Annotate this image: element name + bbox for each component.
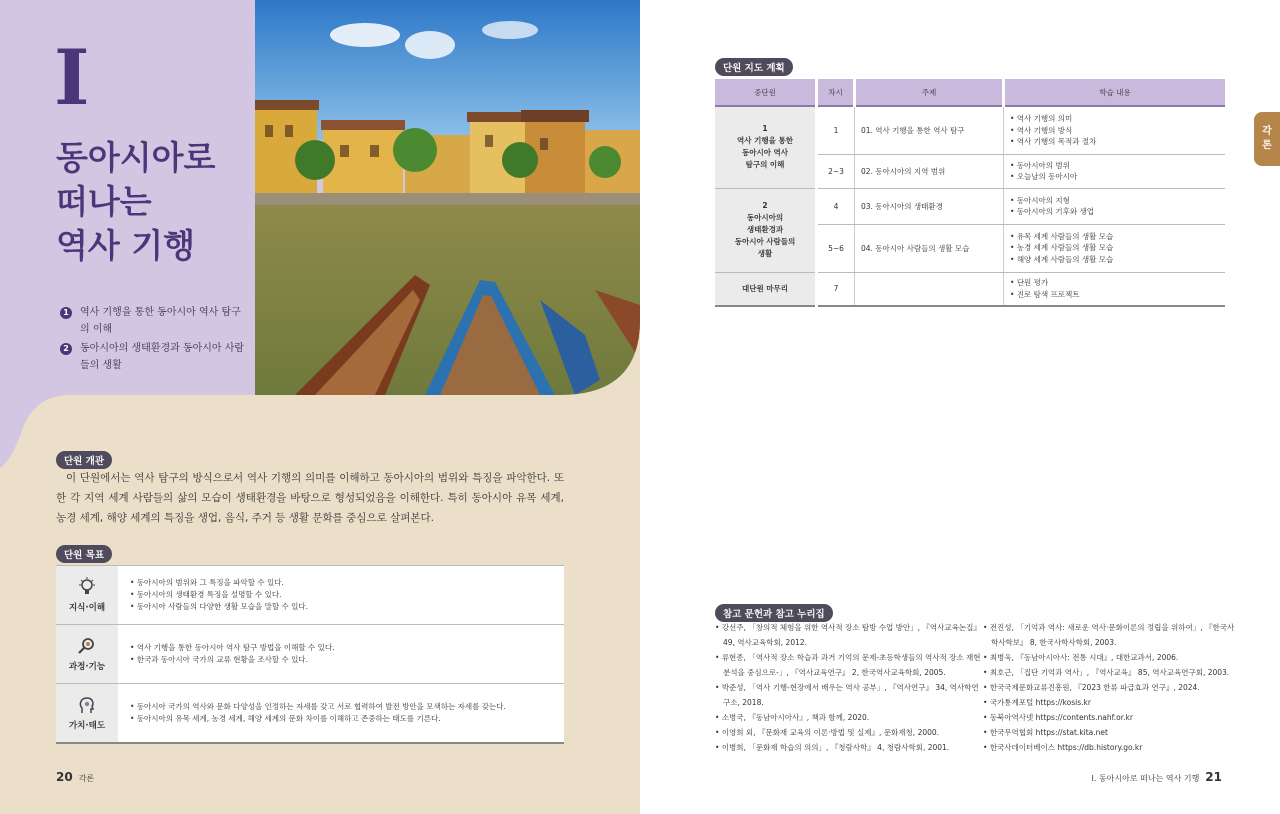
right-page (640, 0, 1280, 814)
objective-text: 동아시아의 생태환경과 동아시아 사람들의 생활 (80, 343, 245, 371)
goal-item: • 동아시아의 유목 세계, 농경 세계, 해양 세계의 문화 차이를 이해하고 존중하는 태도를 기른다. (130, 714, 441, 723)
goal-row (56, 624, 564, 683)
reference-item: • 박준성, 「역사 기행-현장에서 배우는 역사 공부」, 『역사연구』 34, 역사학연구소, 2018. (715, 683, 979, 707)
reference-link[interactable]: • 국가통계포털 https://kosis.kr (983, 698, 1091, 707)
head-icon (77, 695, 97, 715)
page-label: 각론 (78, 774, 95, 783)
period-cell: 4 (817, 188, 855, 224)
goal-category-label: 지식·이해 (68, 603, 106, 613)
goal-items (118, 684, 564, 742)
references-list (715, 620, 1235, 755)
plan-tag: 단원 지도 계획 (715, 58, 793, 76)
magnifier-icon (77, 636, 97, 656)
topic-cell (855, 272, 1004, 306)
footer-title: Ⅰ. 동아시아로 떠나는 역사 기행 (1091, 774, 1200, 783)
goal-item: • 동아시아 사람들의 다양한 생활 모습을 말할 수 있다. (130, 602, 309, 611)
lightbulb-icon (77, 577, 97, 597)
mid-unit-cell: 2 동아시아의 생태환경과 동아시아 사람들의 생활 (715, 188, 817, 272)
page-number-left: 20 각론 (56, 770, 95, 784)
period-cell: 1 (817, 106, 855, 154)
goal-category (56, 684, 118, 742)
column-header: 학습 내용 (1004, 79, 1226, 106)
reference-link[interactable]: • 한국무역협회 https://stat.kita.net (983, 728, 1108, 737)
reference-item: • 한국국제문화교류진흥원, 『2023 한류 파급효과 연구』, 2024. (983, 683, 1200, 692)
goal-item: • 동아시아의 생태환경 특징을 설명할 수 있다. (130, 590, 282, 599)
unit-title (56, 136, 215, 268)
goal-row (56, 565, 564, 624)
content-cell: • 유목 세계 사람들의 생활 모습 • 농경 세계 사람들의 생활 모습 • 해양 세계 사람들의 생활 모습 (1004, 224, 1226, 272)
goal-item: • 한국과 동아시아 국가의 교류 현황을 조사할 수 있다. (130, 655, 309, 664)
reference-item: • 이영희 외, 『문화재 교육의 이론·방법 및 실제』, 문화재청, 2000. (715, 728, 940, 737)
reference-item: • 소병국, 『동남아시아사』, 책과 함께, 2020. (715, 713, 870, 722)
content-cell: • 동아시아의 범위 • 오늘날의 동아시아 (1004, 154, 1226, 188)
reference-item: • 류현종, 「역사적 장소 학습과 과거 기억의 문제-초등학생들의 역사적 장소 재현 분석을 중심으로-」, 『역사교육연구』 2, 한국역사교육학회, 2005. (715, 653, 981, 677)
goal-items (118, 625, 564, 683)
goal-category-label: 가치·태도 (68, 721, 106, 731)
objective-item (60, 304, 250, 338)
unit-numeral: I (54, 33, 90, 122)
objective-text: 역사 기행을 통한 동아시아 역사 탐구의 이해 (80, 307, 241, 335)
mid-unit-cell: 1 역사 기행을 통한 동아시아 역사 탐구의 이해 (715, 106, 817, 188)
table-row (715, 106, 1225, 154)
page-number-right: Ⅰ. 동아시아로 떠나는 역사 기행 21 (1091, 770, 1222, 784)
topic-cell: 01. 역사 기행을 통한 역사 탐구 (855, 106, 1004, 154)
references-column (715, 620, 983, 755)
reference-link[interactable]: • 한국사데이터베이스 https://db.history.go.kr (983, 743, 1143, 752)
overview-text (56, 468, 564, 528)
unit-title-line: 역사 기행 (56, 226, 196, 265)
mid-unit-cell: 대단원 마무리 (715, 272, 817, 306)
unit-objectives (60, 304, 250, 376)
unit-title-line: 동아시아로 (56, 138, 216, 177)
table-row (715, 272, 1225, 306)
references-tag: 참고 문헌과 참고 누리집 (715, 604, 833, 622)
overview-paragraph: 이 단원에서는 역사 탐구의 방식으로서 역사 기행의 의미를 이해하고 동아시아의 범위와 특징을 파악한다. 또한 각 지역 세계 사람들의 삶의 모습이 생태환경을 바탕으로 형성되었음을 이해한다. 특히 동아시아 유목 세계, 농경 세계, 해양 세계의 특징을 생업, 음식, 주거 등 생활 문화를 중심으로 살펴본다. (56, 472, 564, 524)
topic-cell: 03. 동아시아의 생태환경 (855, 188, 1004, 224)
period-cell: 2~3 (817, 154, 855, 188)
goal-category (56, 625, 118, 683)
goal-items (118, 566, 564, 624)
goal-item: • 역사 기행을 통한 동아시아 역사 탐구 방법을 이해할 수 있다. (130, 643, 335, 652)
goal-item: • 동아시아의 범위와 그 특징을 파악할 수 있다. (130, 578, 284, 587)
section-side-tab[interactable]: 각 론 (1254, 112, 1280, 166)
goal-item: • 동아시아 국가의 역사와 문화 다양성을 인정하는 자세를 갖고 서로 협력하여 발전 방안을 모색하는 자세를 갖는다. (130, 702, 506, 711)
reference-item: • 최호근, 「집단 기억과 역사」, 『역사교육』 85, 역사교육연구회, 2003. (983, 668, 1230, 677)
content-cell: • 역사 기행의 의미 • 역사 기행의 방식 • 역사 기행의 목적과 절차 (1004, 106, 1226, 154)
river-town-photo (255, 0, 640, 395)
reference-item: • 강선주, 「창의적 체험을 위한 역사적 장소 탐방 수업 방안」, 『역사교육논집』 49, 역사교육학회, 2012. (715, 623, 981, 647)
column-header: 주제 (855, 79, 1004, 106)
content-cell: • 단원 평가 • 진로 탐색 프로젝트 (1004, 272, 1226, 306)
goal-category (56, 566, 118, 624)
references-column (983, 620, 1235, 755)
reference-item: • 최병욱, 『동남아시아사: 전통 시대』, 대한교과서, 2006. (983, 653, 1179, 662)
period-cell: 7 (817, 272, 855, 306)
column-header: 중단원 (715, 79, 817, 106)
reference-item: • 이병희, 「문화재 학습의 의의」, 『청람사학』 4, 청람사학회, 2001. (715, 743, 950, 752)
period-cell: 5~6 (817, 224, 855, 272)
reference-link[interactable]: • 동북아역사넷 https://contents.nahf.or.kr (983, 713, 1133, 722)
content-cell: • 동아시아의 지형 • 동아시아의 기후와 생업 (1004, 188, 1226, 224)
table-row (715, 188, 1225, 224)
topic-cell: 04. 동아시아 사람들의 생활 모습 (855, 224, 1004, 272)
table-header-row (715, 79, 1225, 106)
goal-row (56, 683, 564, 744)
goal-category-label: 과정·기능 (68, 662, 106, 672)
unit-plan-table (715, 79, 1225, 307)
reference-item: • 전진성, 「기억과 역사: 새로운 역사·문화이론의 정립을 위하여」, 『한국사학사학보』 8, 한국사학사학회, 2003. (983, 623, 1235, 647)
column-header: 차시 (817, 79, 855, 106)
objective-number: 2 (60, 343, 72, 355)
goals-table (56, 565, 564, 744)
goals-tag: 단원 목표 (56, 545, 112, 563)
objective-item (60, 340, 250, 374)
objective-number: 1 (60, 307, 72, 319)
overview-tag: 단원 개관 (56, 451, 112, 469)
unit-title-line: 떠나는 (56, 182, 152, 221)
topic-cell: 02. 동아시아의 지역 범위 (855, 154, 1004, 188)
